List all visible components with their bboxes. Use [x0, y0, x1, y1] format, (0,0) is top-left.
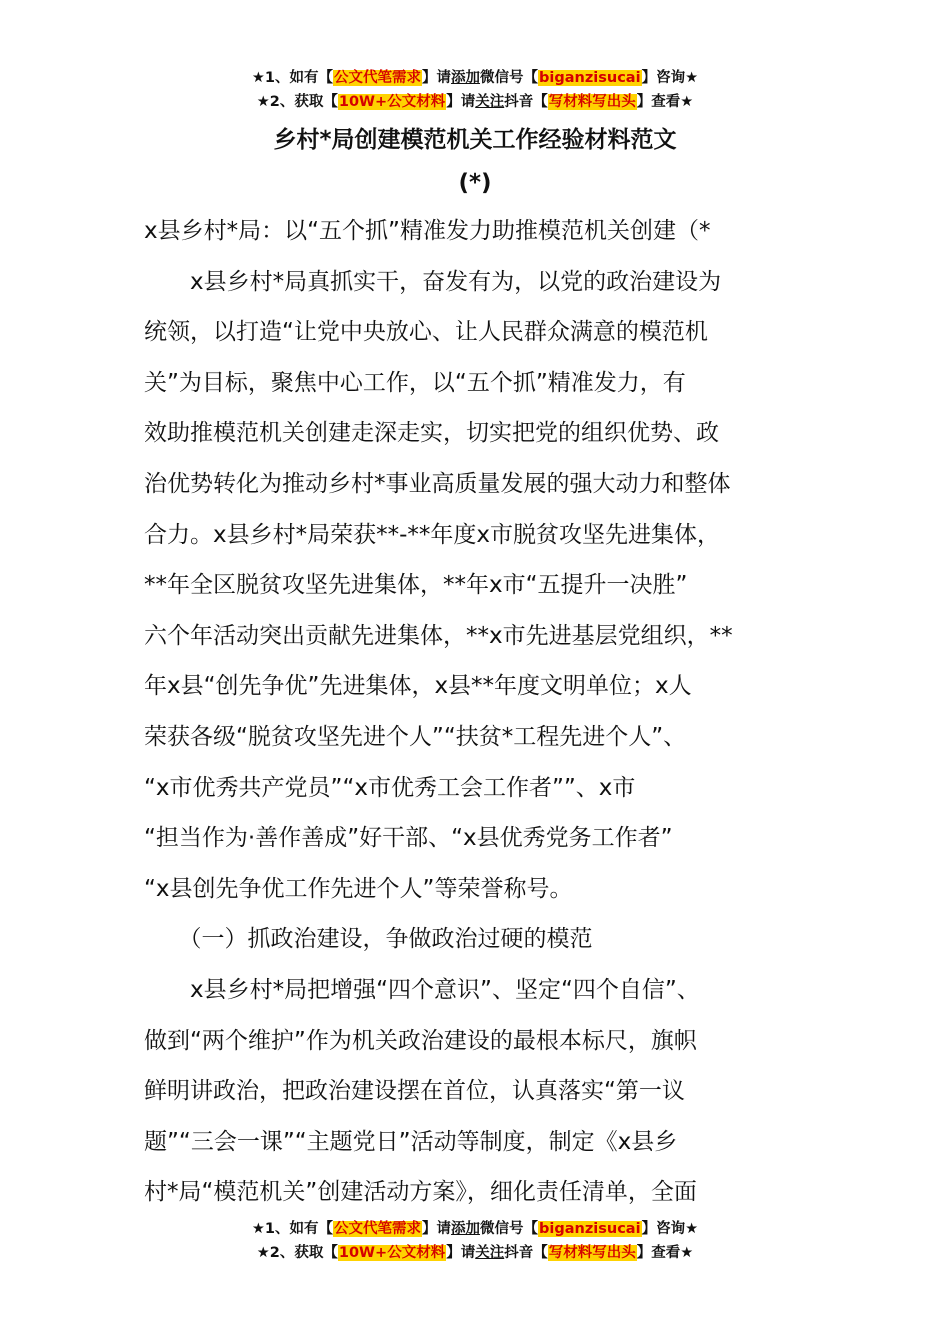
promo-line-1	[0, 66, 950, 90]
body-text-line: “x县创先争优工作先进个人”等荣誉称号。	[144, 875, 573, 902]
promo-underline: 添加	[451, 70, 481, 86]
body-text-line: x县乡村*局：以“五个抓”精准发力助推模范机关创建（*	[144, 218, 711, 244]
document-title: 乡村*局创建模范机关工作经验材料范文	[273, 127, 677, 153]
body-text-line: **年全区脱贫攻坚先进集体，**年x市“五提升一决胜”	[144, 572, 688, 599]
promo-text: 抖音【	[504, 94, 548, 110]
promo-text: 】请	[422, 1221, 452, 1237]
promo-douyin-id: 写材料写出头	[548, 94, 636, 110]
body-text-line: x县乡村*局真抓实干，奋发有为，以党的政治建设为	[144, 268, 722, 295]
promo-highlight: 10W+公文材料	[338, 94, 446, 110]
promo-text: 抖音【	[504, 1245, 548, 1261]
promo-text: 】查看★	[636, 1245, 694, 1261]
body-text-line: 村*局“模范机关”创建活动方案》，细化责任清单，全面	[144, 1179, 697, 1206]
body-text-line: 合力。x县乡村*局荣获**-**年度x市脱贫攻坚先进集体，	[144, 521, 721, 548]
promo-highlight: 10W+公文材料	[338, 1245, 446, 1261]
body-text-line: 题”“三会一课”“主题党日”活动等制度，制定《x县乡	[144, 1128, 678, 1155]
promo-text: 】请	[422, 70, 452, 86]
body-text-line: 六个年活动突出贡献先进集体，**x市先进基层党组织，**	[144, 622, 733, 649]
promo-line-1	[0, 1217, 950, 1241]
promo-text: ★2、获取【	[256, 1245, 338, 1261]
promo-text: 】咨询★	[641, 1221, 699, 1237]
promo-text: ★2、获取【	[256, 94, 338, 110]
promo-text: 】查看★	[636, 94, 694, 110]
promo-highlight: 公文代笔需求	[334, 1221, 422, 1237]
promo-highlight: 公文代笔需求	[334, 70, 422, 86]
body-text-line: x县乡村*局把增强“四个意识”、坚定“四个自信”、	[144, 976, 700, 1003]
promo-text: ★1、如有【	[251, 70, 334, 86]
body-text-line: （一）抓政治建设，争做政治过硬的模范	[144, 926, 593, 953]
body-text-line: 做到“两个维护”作为机关政治建设的最根本标尺，旗帜	[144, 1027, 697, 1054]
promo-douyin-id: 写材料写出头	[548, 1245, 636, 1261]
promo-text: 】请	[446, 94, 476, 110]
promo-text: 】请	[446, 1245, 476, 1261]
promo-text: 微信号【	[480, 1221, 539, 1237]
footer-promo-banner	[0, 1217, 950, 1265]
body-text-line: 荣获各级“脱贫攻坚先进个人”“扶贫*工程先进个人”、	[144, 723, 687, 750]
body-text-line: 治优势转化为推动乡村*事业高质量发展的强大动力和整体	[144, 470, 731, 497]
promo-underline: 添加	[451, 1221, 481, 1237]
promo-text: 微信号【	[480, 70, 539, 86]
body-text-line: 鲜明讲政治，把政治建设摆在首位，认真落实“第一议	[144, 1078, 685, 1105]
document-body	[144, 206, 812, 1218]
body-text-line: “x市优秀共产党员”“x市优秀工会工作者””、x市	[144, 774, 636, 801]
promo-underline: 关注	[475, 94, 505, 110]
body-text-line: 关”为目标，聚焦中心工作，以“五个抓”精准发力，有	[144, 369, 686, 396]
document-subtitle: (*)	[458, 170, 492, 196]
promo-text: 】咨询★	[641, 70, 699, 86]
body-text-line: 年x县“创先争优”先进集体，x县**年度文明单位；x人	[144, 673, 692, 700]
promo-line-2	[0, 90, 950, 114]
promo-wechat-id: biganzisucai	[539, 1221, 641, 1237]
promo-line-2	[0, 1241, 950, 1265]
promo-text: ★1、如有【	[251, 1221, 334, 1237]
body-text-line: “担当作为·善作善成”好干部、“x县优秀党务工作者”	[144, 825, 673, 852]
body-text-line: 效助推模范机关创建走深走实，切实把党的组织优势、政	[144, 420, 719, 447]
promo-underline: 关注	[475, 1245, 505, 1261]
header-promo-banner	[0, 66, 950, 114]
promo-wechat-id: biganzisucai	[539, 70, 641, 86]
body-text-line: 统领，以打造“让党中央放心、让人民群众满意的模范机	[144, 319, 708, 346]
